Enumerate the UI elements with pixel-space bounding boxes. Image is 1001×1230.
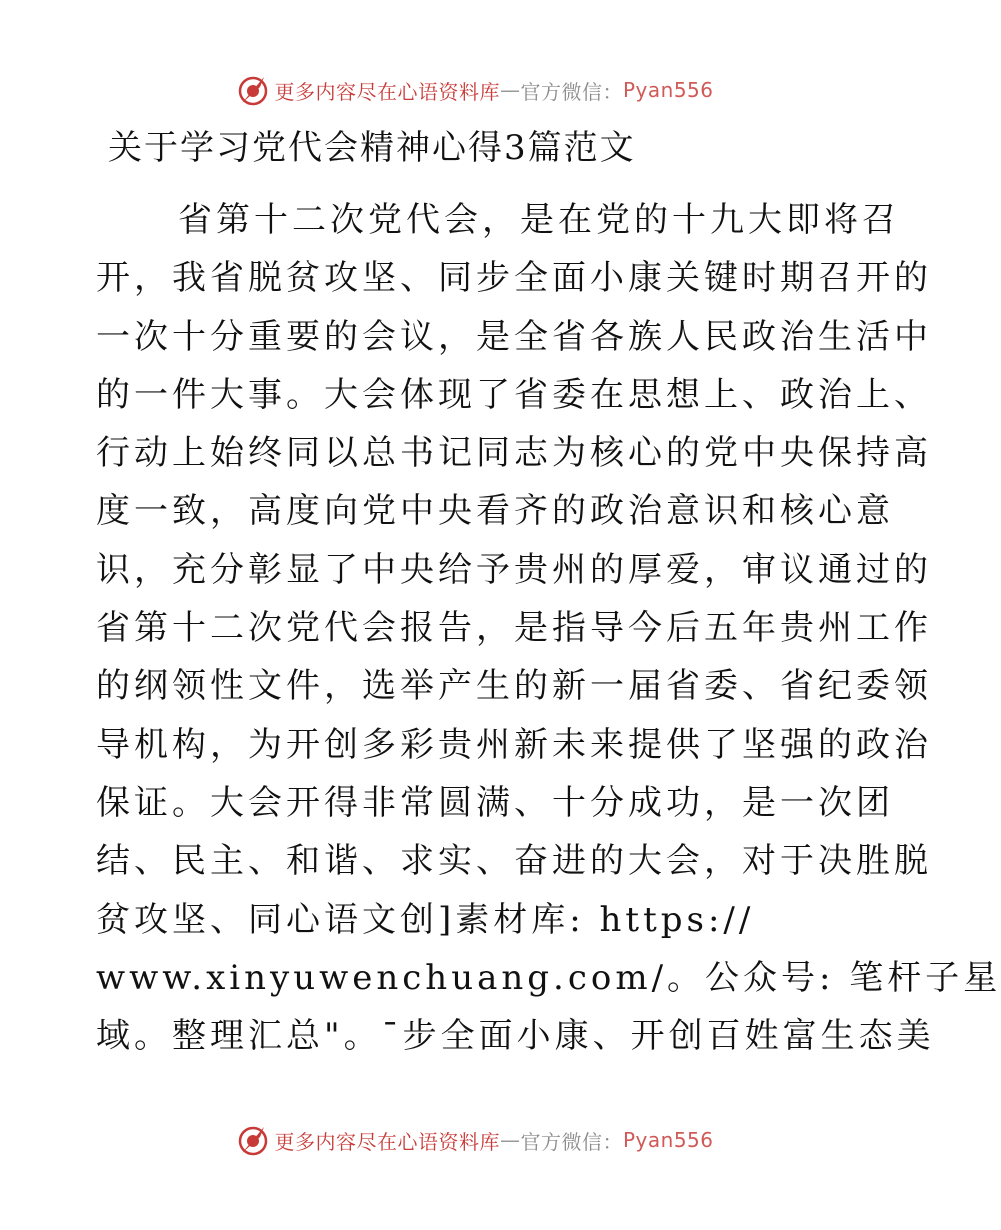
- body-line: 保证。大会开得非常圆满、十分成功，是一次团: [96, 782, 894, 823]
- body-line: www.xinyuwenchuang.com/。公众号: 笔杆子星: [96, 957, 1001, 998]
- quill-logo-icon: [236, 1123, 270, 1157]
- watermark-wechat-label: 官方微信：: [520, 1129, 623, 1154]
- header-watermark: [0, 70, 950, 110]
- watermark-wechat-id: Pyan556: [622, 1128, 714, 1152]
- body-line: 贫攻坚、同心语文创]素材库: https://: [96, 899, 755, 940]
- body-line: 度一致，高度向党中央看齐的政治意识和核心意: [96, 491, 894, 532]
- body-line: 省第十二次党代会报告，是指导今后五年贵州工作: [96, 608, 932, 649]
- body-line: 开，我省脱贫攻坚、同步全面小康关键时期召开的: [96, 258, 932, 299]
- body-line: 结、民主、和谐、求实、奋进的大会，对于决胜脱: [96, 841, 932, 882]
- body-line: 的一件大事。大会体现了省委在思想上、政治上、: [96, 374, 932, 415]
- watermark-dash: —: [499, 1128, 521, 1152]
- body-line: 域。整理汇总"。¯步全面小康、开创百姓富生态美: [96, 1016, 935, 1057]
- body-line: 一次十分重要的会议，是全省各族人民政治生活中: [96, 316, 932, 357]
- body-line: 省第十二次党代会，是在党的十九大即将召: [178, 200, 900, 240]
- body-line: 识，充分彰显了中央给予贵州的厚爱，审议通过的: [96, 549, 932, 590]
- footer-watermark: [0, 1120, 950, 1160]
- watermark-wechat-label: 官方微信：: [520, 79, 623, 104]
- quill-logo-icon: [236, 73, 270, 107]
- document-body: [96, 191, 1001, 1065]
- watermark-text: 更多内容尽在心语资料库: [274, 79, 500, 104]
- document-title: 关于学习党代会精神心得3篇范文: [108, 128, 636, 168]
- body-line: 行动上始终同以总书记同志为核心的党中央保持高: [96, 433, 932, 474]
- watermark-dash: —: [499, 78, 521, 102]
- watermark-text: 更多内容尽在心语资料库: [274, 1129, 500, 1154]
- body-line: 的纲领性文件，选举产生的新一届省委、省纪委领: [96, 666, 932, 707]
- watermark-wechat-id: Pyan556: [622, 78, 714, 102]
- body-line: 导机构，为开创多彩贵州新未来提供了坚强的政治: [96, 724, 932, 765]
